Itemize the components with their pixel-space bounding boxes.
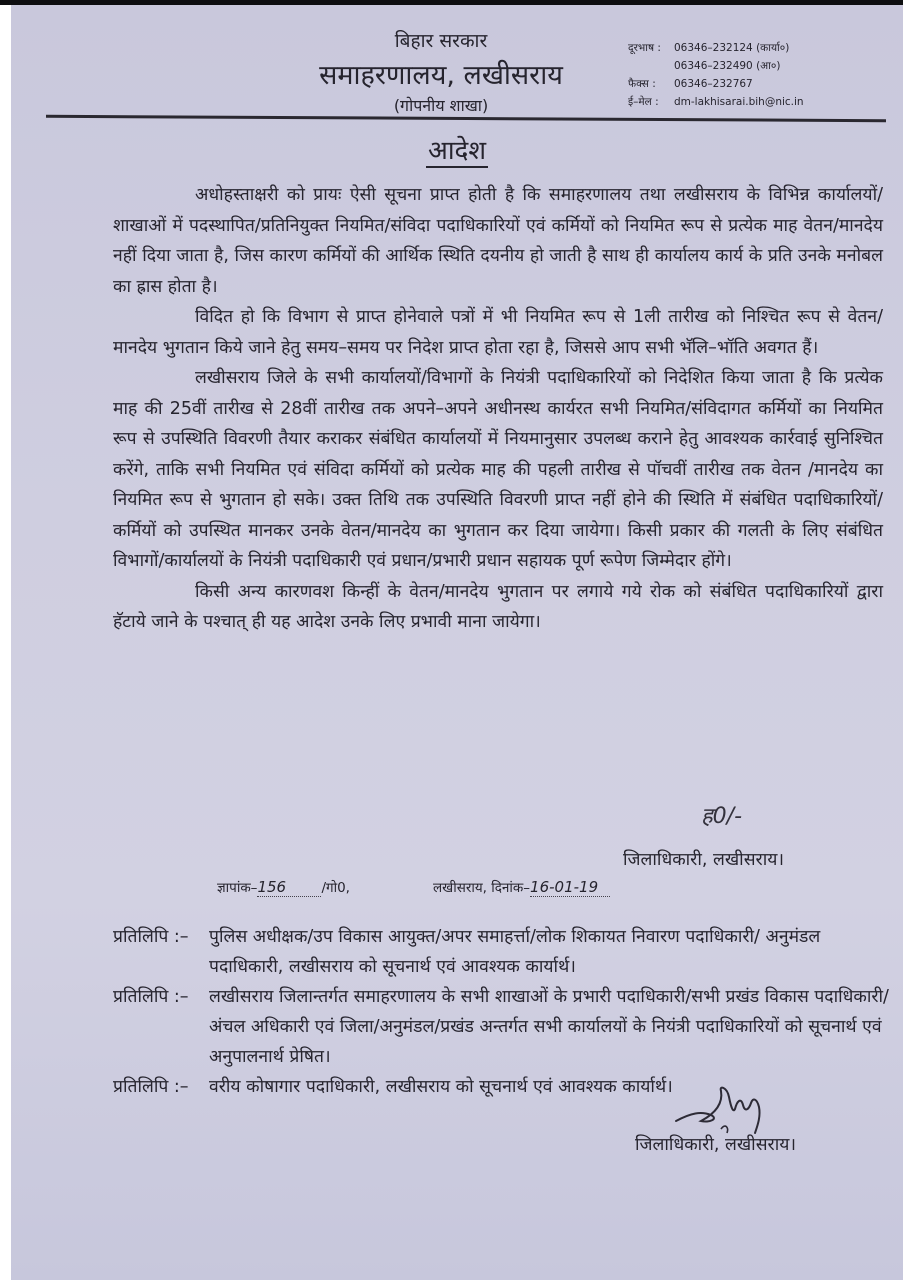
signatory-designation: जिलाधिकारी, लखीसराय। bbox=[623, 850, 785, 870]
contact-block bbox=[628, 39, 804, 111]
government-name: बिहार सरकार bbox=[394, 30, 488, 52]
branch-name: (गोपनीय शाखा) bbox=[393, 96, 489, 115]
phone-2: 06346–232490 (आ०) bbox=[674, 60, 781, 72]
email-address: dm-lakhisarai.bih@nic.in bbox=[674, 96, 804, 108]
phone-label: दूरभाष : bbox=[628, 42, 661, 54]
copy-label: प्रतिलिपि :– bbox=[113, 927, 189, 947]
document-page bbox=[11, 5, 903, 1280]
fax-number: 06346–232767 bbox=[674, 78, 753, 90]
letterhead bbox=[301, 27, 581, 116]
office-name: समाहरणालय, लखीसराय bbox=[319, 60, 563, 91]
paragraph-3: लखीसराय जिले के सभी कार्यालयों/विभागों के नियंत्री पदाधिकारियों को निदेशित किया जाता है कि प्रत्येक माह की 25वीं तारीख से 28वीं तारीख तक अपने–अपने अधीनस्थ कार्यरत सभी नियमित/संविदागत कर्मियों का नियमित रूप से उपस्थिति विवरणी तैयार कराकर संबंधित कार्यालयों में नियमानुसार उपलब्ध कराने हेतु आवश्यक कार्रवाई सुनिश्चित करेंगे, ताकि सभी नियमित एवं संविदा कर्मियों को प्रत्येक माह की पहली तारीख से पॉचवीं तारीख तक वेतन /मानदेय का नियमित रूप से भुगतान हो सके। उक्त तिथि तक उपस्थिति विवरणी प्राप्त नहीं होने की स्थिति में संबंधित पदाधिकारियों/कर्मियों को उपस्थित मानकर उनके वेतन/मानदेय का भुगतान कर दिया जायेगा। किसी प्रकार की गलती के लिए संबंधित विभागों/कार्यालयों के नियंत्री पदाधिकारी एवं प्रधान/प्रभारी प्रधान सहायक पूर्ण रूपेण जिम्मेदार होंगे। bbox=[113, 368, 883, 571]
phone-1: 06346–232124 (कार्या०) bbox=[674, 42, 790, 54]
copy-text: पुलिस अधीक्षक/उप विकास आयुक्त/अपर समाहर्त्ता/लोक शिकायत निवारण पदाधिकारी/ अनुमंडल पदाधिकारी, लखीसराय को सूचनार्थ एवं आवश्यक कार्यार्थ। bbox=[209, 927, 821, 977]
paragraph-2: विदित हो कि विभाग से प्राप्त होनेवाले पत्रों में भी नियमित रूप से 1ली तारीख को निश्चित रूप से वेतन/मानदेय भुगतान किये जाने हेतु समय–समय पर निदेश प्राप्त होता रहा है, जिससे आप सभी भॅलि–भॉति अवगत हैं। bbox=[113, 307, 883, 358]
copy-entry bbox=[113, 982, 893, 1072]
email-label: ई–मेल : bbox=[628, 96, 659, 108]
signature-initials-block bbox=[631, 800, 831, 830]
memo-number: 156 bbox=[257, 878, 321, 897]
paragraph-4: किसी अन्य कारणवश किन्हीं के वेतन/मानदेय भुगतान पर लगाये गये रोक को संबंधित पदाधिकारियों द्वारा हॅटाये जाने के पश्चात् ही यह आदेश उनके लिए प्रभावी माना जायेगा। bbox=[113, 581, 883, 632]
final-signatory-designation: जिलाधिकारी, लखीसराय। bbox=[635, 1135, 797, 1155]
memo-number-line bbox=[217, 878, 350, 897]
paragraph-1: अधोहस्ताक्षरी को प्रायः ऐसी सूचना प्राप्त होती है कि समाहरणालय तथा लखीसराय के विभिन्न कार्यालयों/शाखाओं में पदस्थापित/प्रतिनियुक्त नियमित/संविदा पदाधिकारियों एवं कर्मियों को नियमित रूप से प्रत्येक माह वेतन/मानदेय नहीं दिया जाता है, जिस कारण कर्मियों की आर्थिक स्थिति दयनीय हो जाती है साथ ही कार्यालय कार्य के प्रति उनके मनोबल का ह्रास होता है। bbox=[113, 185, 883, 297]
copy-label: प्रतिलिपि :– bbox=[113, 1077, 189, 1097]
fax-label: फैक्स : bbox=[628, 78, 656, 90]
copy-text: लखीसराय जिलान्तर्गत समाहरणालय के सभी शाखाओं के प्रभारी पदाधिकारी/सभी प्रखंड विकास पदाधिकारी/अंचल अधिकारी एवं जिला/अनुमंडल/प्रखंड अन्तर्गत सभी कार्यालयों के नियंत्री पदाधिकारियों को सूचनार्थ एवं अनुपालनार्थ प्रेषित। bbox=[209, 987, 889, 1067]
order-date: 16-01-19 bbox=[530, 878, 610, 897]
copy-distribution bbox=[113, 922, 893, 1102]
signature-initials: ह0/- bbox=[701, 804, 743, 829]
copy-label: प्रतिलिपि :– bbox=[113, 987, 189, 1007]
memo-label: ज्ञापांक– bbox=[217, 880, 258, 896]
copy-text: वरीय कोषागार पदाधिकारी, लखीसराय को सूचनार्थ एवं आवश्यक कार्यार्थ। bbox=[209, 1077, 673, 1097]
order-body bbox=[113, 180, 883, 638]
copy-entry bbox=[113, 922, 893, 982]
date-line bbox=[433, 878, 610, 897]
document-title: आदेश bbox=[427, 136, 487, 166]
memo-suffix: /गो0, bbox=[321, 880, 350, 896]
place-date-label: लखीसराय, दिनांक– bbox=[433, 880, 531, 896]
